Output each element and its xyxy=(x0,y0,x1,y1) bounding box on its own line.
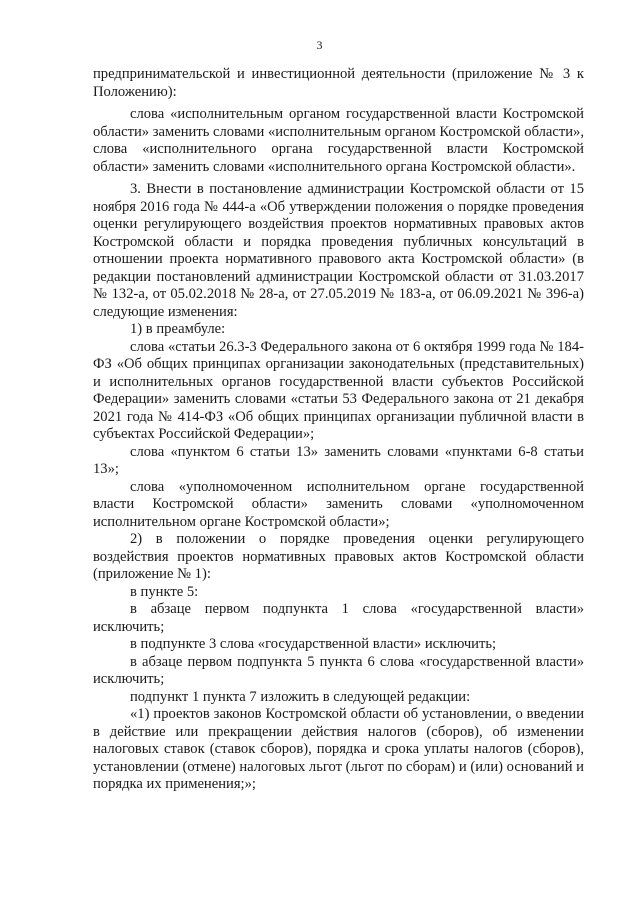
page-number: 3 xyxy=(316,38,323,52)
paragraph: 1) в преамбуле: xyxy=(130,321,226,337)
paragraph: подпункт 1 пункта 7 изложить в следующей редакции: xyxy=(130,688,471,705)
paragraph: слова «исполнительным органом государственной власти Костромской области» заменить словами «исполнительным органом Костромской области», слова «исполнительного органа государственной власти Костромской области» заменить словами «исполнительного органа Костромской области». xyxy=(93,106,584,175)
document-body xyxy=(93,66,584,794)
paragraph: в абзаце первом подпункта 1 слова «государственной власти» исключить; xyxy=(93,601,584,635)
paragraph-continuation: предпринимательской и инвестиционной деятельности (приложение № 3 к Положению): xyxy=(93,66,584,100)
paragraph: «1) проектов законов Костромской области об установлении, о введении в действие или прекращении действия налогов (сборов), об изменении налоговых ставок (ставок сборов), порядка и срока уплаты налогов (сборов), установлении (отмене) налоговых льгот (льгот по сборам) и (или) оснований и порядка их применения;»; xyxy=(93,706,584,792)
paragraph: в пункте 5: xyxy=(130,583,199,600)
paragraph: слова «статьи 26.3-3 Федерального закона от 6 октября 1999 года № 184-ФЗ «Об общих принципах организации законодательных (представительных) и исполнительных органов государственной власти субъектов Российской Федерации» заменить словами «статьи 53 Федерального закона от 21 декабря 2021 года № 414-ФЗ «Об общих принципах организации публичной власти в субъектах Российской Федерации»; xyxy=(93,338,584,442)
paragraph: слова «пунктом 6 статьи 13» заменить словами «пунктами 6-8 статьи 13»; xyxy=(93,443,584,477)
paragraph: в подпункте 3 слова «государственной власти» исключить; xyxy=(130,636,497,652)
paragraph: в абзаце первом подпункта 5 пункта 6 слова «государственной власти» исключить; xyxy=(93,653,584,687)
paragraph: 3. Внести в постановление администрации Костромской области от 15 ноября 2016 года № 444-а «Об утверждении положения о порядке проведения оценки регулирующего воздействия проектов нормативных правовых актов Костромской области и порядка проведения публичных консультаций в отношении проекта нормативного правового акта Костромской области» (в редакции постановлений администрации Костромской области от 31.03.2017 № 132-а, от 05.02.2018 № 28-а, от 27.05.2019 № 183-а, от 06.09.2021 № 396-а) следующие изменения: xyxy=(93,181,584,320)
paragraph: 2) в положении о порядке проведения оценки регулирующего воздействия проектов нормативных правовых актов Костромской области (приложение № 1): xyxy=(93,531,584,582)
paragraph: слова «уполномоченном исполнительном органе государственной власти Костромской области» заменить словами «уполномоченном исполнительном органе Костромской области»; xyxy=(93,478,584,530)
